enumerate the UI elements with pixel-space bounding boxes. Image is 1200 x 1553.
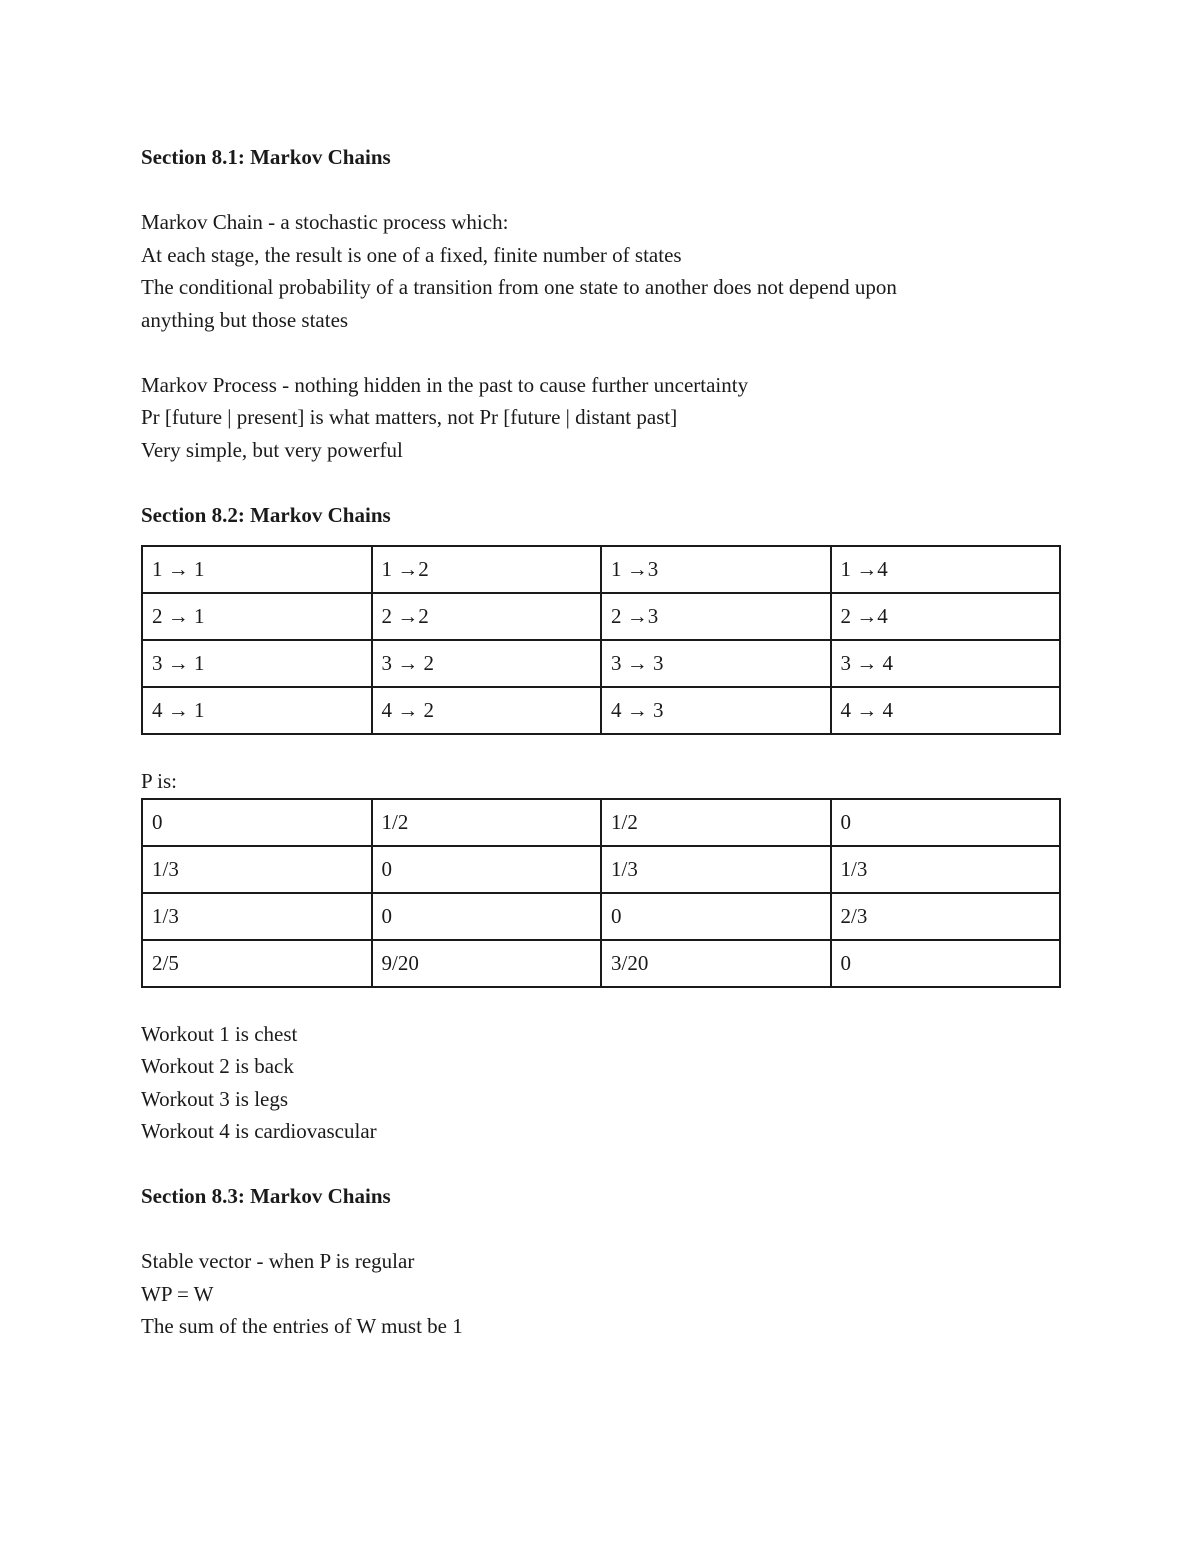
table-cell: 2 →3 (601, 593, 831, 640)
stable-vector-definition: Stable vector - when P is regular (141, 1249, 415, 1273)
table-cell: 4 → 4 (831, 687, 1061, 734)
spacer (141, 466, 1061, 499)
spacer (141, 1213, 1061, 1246)
table-cell: 3 → 3 (601, 640, 831, 687)
workout-line: Workout 4 is cardiovascular (141, 1119, 377, 1143)
spacer (141, 1148, 1061, 1181)
table-cell: 1/3 (142, 893, 372, 940)
table-cell: 0 (142, 799, 372, 846)
table-cell: 3 → 4 (831, 640, 1061, 687)
p-matrix-label: P is: (141, 769, 177, 793)
table-cell: 1/3 (142, 846, 372, 893)
table-cell: 3 → 2 (372, 640, 602, 687)
spacer (141, 336, 1061, 369)
table-cell: 1 →2 (372, 546, 602, 593)
table-row (142, 799, 1060, 846)
table-cell: 0 (831, 940, 1061, 987)
table-row (142, 893, 1060, 940)
table-cell: 3 → 1 (142, 640, 372, 687)
spacer (141, 174, 1061, 207)
section-8-2-heading: Section 8.2: Markov Chains (141, 502, 391, 527)
table-row (142, 940, 1060, 987)
table-cell: 4 → 2 (372, 687, 602, 734)
transitions-table (141, 545, 1061, 735)
table-row (142, 640, 1060, 687)
document-page (141, 141, 1061, 1343)
spacer (141, 988, 1061, 1018)
table-cell: 0 (831, 799, 1061, 846)
equation-line: WP = W (141, 1281, 214, 1306)
table-cell: 1/2 (601, 799, 831, 846)
definition-line: The conditional probability of a transition from one state to another does not depend upon (141, 275, 897, 299)
table-cell: 2/5 (142, 940, 372, 987)
table-cell: 1 →3 (601, 546, 831, 593)
definition-line: Pr [future | present] is what matters, not Pr [future | distant past] (141, 405, 678, 429)
table-cell: 0 (372, 893, 602, 940)
definition-line: Very simple, but very powerful (141, 437, 403, 462)
table-cell: 2 →4 (831, 593, 1061, 640)
p-matrix-table (141, 798, 1061, 988)
table-cell: 2 →2 (372, 593, 602, 640)
table-cell: 4 → 1 (142, 687, 372, 734)
table-row (142, 846, 1060, 893)
workout-line: Workout 1 is chest (141, 1021, 298, 1046)
table-row (142, 593, 1060, 640)
table-cell: 1 → 1 (142, 546, 372, 593)
markov-process-definition: Markov Process - nothing hidden in the past to cause further uncertainty (141, 372, 749, 397)
table-cell: 1 →4 (831, 546, 1061, 593)
table-cell: 3/20 (601, 940, 831, 987)
table-cell: 4 → 3 (601, 687, 831, 734)
table-row (142, 687, 1060, 734)
table-cell: 1/3 (601, 846, 831, 893)
table-cell: 2/3 (831, 893, 1061, 940)
section-8-3-heading: Section 8.3: Markov Chains (141, 1184, 391, 1208)
section-8-1-heading: Section 8.1: Markov Chains (141, 145, 391, 169)
table-cell: 1/3 (831, 846, 1061, 893)
table-cell: 9/20 (372, 940, 602, 987)
table-cell: 2 → 1 (142, 593, 372, 640)
workout-line: Workout 3 is legs (141, 1086, 289, 1111)
markov-chain-definition: Markov Chain - a stochastic process which: (141, 210, 509, 234)
table-cell: 0 (601, 893, 831, 940)
table-cell: 1/2 (372, 799, 602, 846)
workout-line: Workout 2 is back (141, 1054, 294, 1078)
definition-line: The sum of the entries of W must be 1 (141, 1314, 463, 1338)
definition-line: At each stage, the result is one of a fixed, finite number of states (141, 242, 682, 267)
table-cell: 0 (372, 846, 602, 893)
table-row (142, 546, 1060, 593)
definition-line: anything but those states (141, 307, 349, 332)
